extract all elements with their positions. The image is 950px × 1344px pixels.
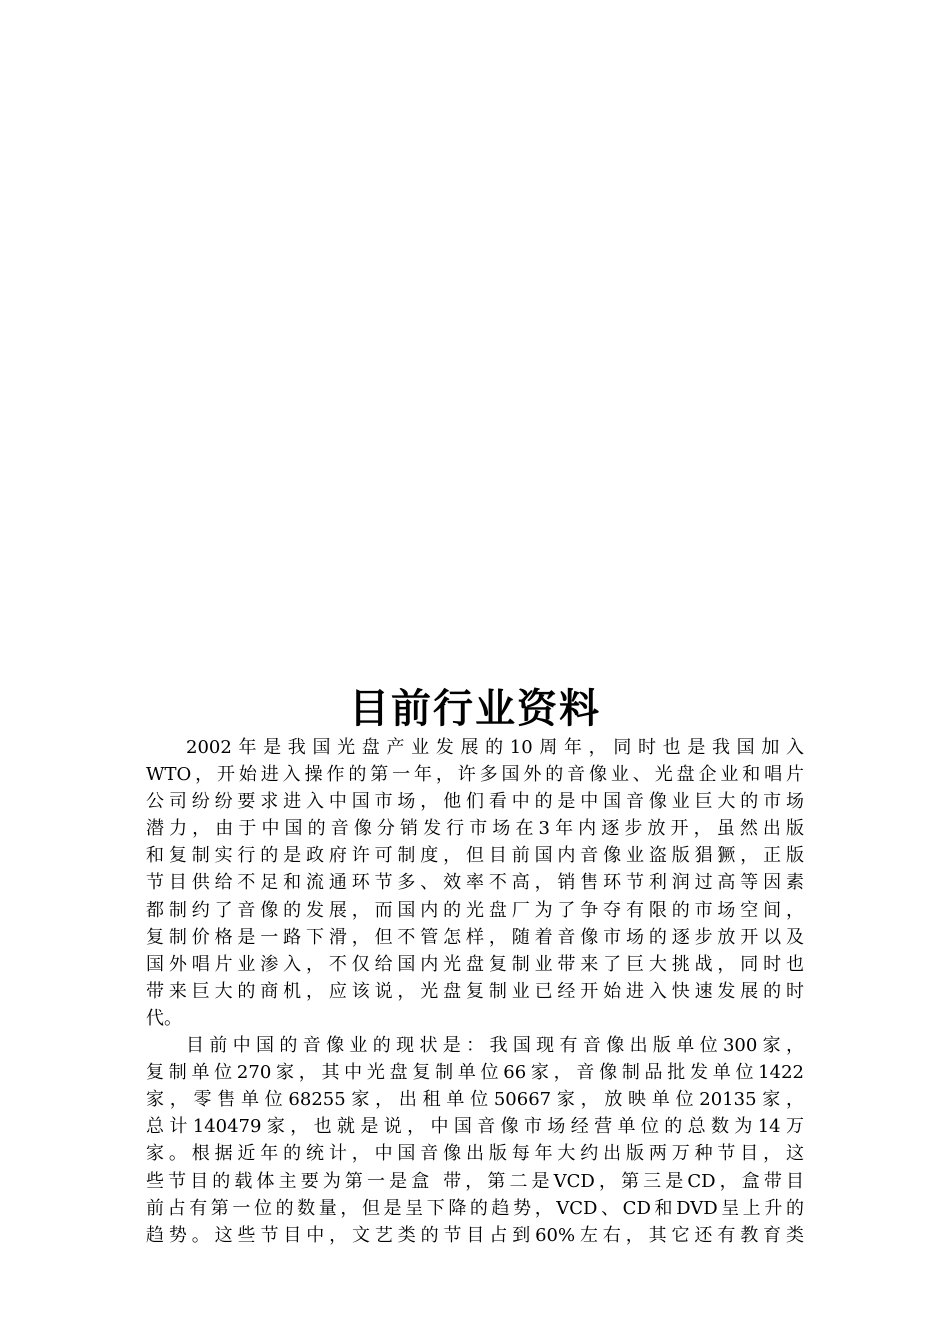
paragraph-line: 些节目的载体主要为第一是盒 带，第二是VCD，第三是CD，盒带目 [146, 1170, 804, 1192]
paragraph-line: 总计140479家，也就是说，中国音像市场经营单位的总数为14万 [146, 1116, 804, 1138]
paragraph-line: 家，零售单位68255家，出租单位50667家，放映单位20135家， [146, 1089, 804, 1111]
paragraph-line: 趋势。这些节目中，文艺类的节目占到60%左右，其它还有教育类 [146, 1224, 804, 1246]
paragraph-line: 复制价格是一路下滑，但不管怎样，随着音像市场的逐步放开以及 [146, 926, 804, 948]
document-title: 目前行业资料 [349, 686, 601, 732]
paragraph-line: 带来巨大的商机，应该说，光盘复制业已经开始进入快速发展的时 [146, 980, 804, 1002]
paragraph-line: 前占有第一位的数量，但是呈下降的趋势，VCD、CD和DVD呈上升的 [146, 1197, 804, 1219]
paragraph-line: 潜力，由于中国的音像分销发行市场在3年内逐步放开，虽然出版 [146, 818, 804, 840]
paragraph-line: 目前中国的音像业的现状是：我国现有音像出版单位300家， [186, 1035, 804, 1057]
paragraph-line: 代。 [146, 1007, 182, 1029]
paragraph-1 [146, 734, 804, 1032]
paragraph-line: 国外唱片业渗入，不仅给国内光盘复制业带来了巨大挑战，同时也 [146, 953, 804, 975]
paragraph-line: WTO，开始进入操作的第一年，许多国外的音像业、光盘企业和唱片 [146, 764, 804, 786]
paragraph-line: 2002年是我国光盘产业发展的10周年，同时也是我国加入 [186, 737, 804, 758]
document-body [146, 734, 804, 1249]
paragraph-line: 节目供给不足和流通环节多、效率不高，销售环节利润过高等因素 [146, 872, 804, 894]
paragraph-line: 复制单位270家，其中光盘复制单位66家，音像制品批发单位1422 [146, 1062, 804, 1084]
paragraph-2 [146, 1032, 804, 1249]
paragraph-line: 和复制实行的是政府许可制度，但目前国内音像业盗版猖獗，正版 [146, 845, 804, 867]
paragraph-line: 家。根据近年的统计，中国音像出版每年大约出版两万种节目，这 [146, 1143, 804, 1165]
paragraph-line: 都制约了音像的发展，而国内的光盘厂为了争夺有限的市场空间， [146, 899, 804, 921]
paragraph-line: 公司纷纷要求进入中国市场，他们看中的是中国音像业巨大的市场 [146, 791, 804, 813]
